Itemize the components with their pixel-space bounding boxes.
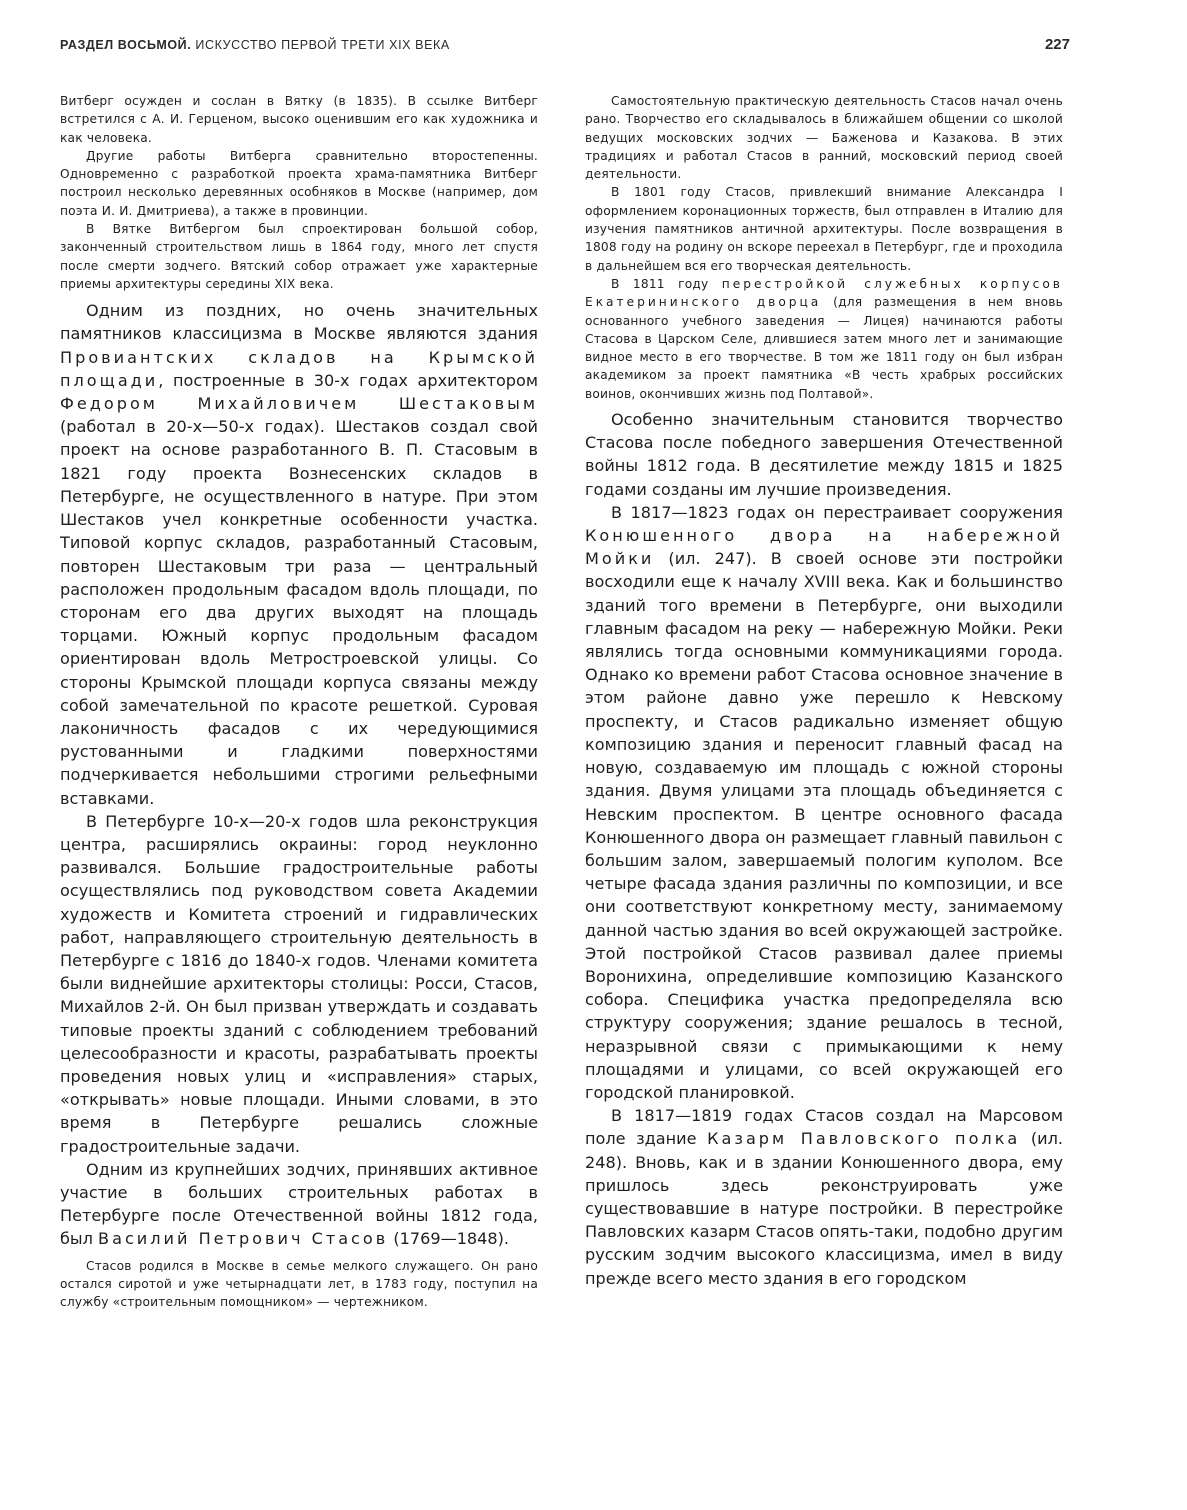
spaced-emphasis: Конюшенного двора на набережной Мойки: [585, 526, 1063, 569]
text-run: (ил. 247). В своей основе эти постройки восходили еще к началу XVIII века. Как и большинство зданий того времени в Петербурге, они выходили главным фасадом на реку — набережную Мойки. Реки являлись тогда основными коммуникациями города. Однако ко времени работ Стасова основное значение в этом районе давно уже перешло к Невскому проспекту, и Стасов радикально изменяет общую композицию здания и переносит главный фасад на новую, создаваемую им площадь с южной стороны здания. Двумя улицами эта площадь объединяется с Невским проспектом. В центре основного фасада Конюшенного двора он размещает главный павильон с большим залом, завершаемый пологим куполом. Все четыре фасада здания различны по композиции, и все они соответствуют конкретному месту, занимаемому данной частью здания во всей окружающей застройке. Этой постройкой Стасов развивал далее приемы Воронихина, определившие композицию Казанского собора. Специфика участка предопределяла всю структуру сооружения; здание решалось в тесной, неразрывной связи с примыкающими к нему площадями и улицами, со всей окружающей его городской планировкой.: [585, 549, 1063, 1102]
paragraph-small: В Вятке Витбергом был спроектирован большой собор, законченный строительством лишь в 1864 году, много лет спустя после смерти зодчего. Вятский собор отражает уже характерные приемы архитектуры середины XIX века.: [60, 222, 538, 291]
spaced-emphasis: Казарм Павловского полка: [707, 1129, 1021, 1149]
spaced-emphasis: Провиантских складов на Крымской площади: [60, 347, 538, 390]
text-run: В 1817—1819 годах Стасов создал на Марсовом поле здание: [585, 1106, 1063, 1149]
paragraph-small: Другие работы Витберга сравнительно второстепенны. Одновременно с разработкой проекта храма-памятника Витберг построил несколько деревянных особняков в Москве (например, дом поэта И. И. Дмитриева), а также в провинции.: [60, 148, 538, 218]
paragraph: В Петербурге 10-х—20-х годов шла реконструкция центра, расширялись окраины: город неуклонно развивался. Большие градостроительные работы осуществлялись под руководством совета Академии художеств и Комитета строений и гидравлических работ, направляющего строительную деятельность в Петербурге с 1816 до 1840-х годов. Членами комитета были виднейшие архитекторы столицы: Росси, Стасов, Михайлов 2-й. Он был призван утверждать и создавать типовые проекты зданий с соблюдением требований целесообразности и красоты, разрабатывать проекты проведения новых улиц и «исправления» старых, «открывать» новые площади. Иными словами, в это время в Петербурге решались сложные градостроительные задачи.: [60, 811, 538, 1156]
paragraph-small: [585, 275, 1063, 403]
text-run: (работал в 20-х—50-х годах). Шестаков создал свой проект на основе разработанного В. П. Стасовым в 1821 году проекта Вознесенских складов в Петербурге, не осуществленного в натуре. При этом Шестаков учел конкретные особенности участка. Типовой корпус складов, разработанный Стасовым, повторен Шестаковым три раза — центральный расположен продольным фасадом вдоль площади, по сторонам его два других выходят на площадь торцами. Южный корпус продольным фасадом ориентирован вдоль Метростроевской улицы. Со стороны Крымской площади корпуса связаны между собой замечательной по красоте решеткой. Суровая лаконичность фасадов с их чередующимися рустованными и гладкими поверхностями подчеркивается небольшими строгими рельефными вставками.: [60, 417, 538, 808]
text-run: , построенные в 30-х годах архитектором: [158, 370, 538, 390]
text-run: (1769—1848).: [388, 1229, 510, 1249]
paragraph: Особенно значительным становится творчество Стасова после победного завершения Отечественной войны 1812 года. В десятилетие между 1815 и 1825 годами созданы им лучшие произведения.: [585, 410, 1063, 499]
paragraph: [60, 1158, 538, 1251]
spaced-emphasis: Федором Михайловичем Шестаковым: [60, 394, 538, 414]
paragraph-small: Стасов родился в Москве в семье мелкого служащего. Он рано остался сиротой и уже четырнадцати лет, в 1783 году, поступил на службу «строительным помощником» — чертежником.: [60, 1258, 538, 1310]
page-number: 227: [1044, 36, 1070, 53]
running-header: [60, 36, 1070, 58]
paragraph-small: В 1801 году Стасов, привлекший внимание Александра I оформлением коронационных торжеств, был отправлен в Италию для изучения памятников античной архитектуры. После возвращения в 1808 году на родину он вскоре переехал в Петербург, где и проходила в дальнейшем вся его творческая деятельность.: [585, 185, 1063, 273]
section-title: [60, 38, 450, 52]
paragraph-small: Витберг осужден и сослан в Вятку (в 1835). В ссылке Витберг встретился с А. И. Герценом, высоко оценившим его как художника и как человека.: [60, 94, 538, 145]
paragraph-small: Самостоятельную практическую деятельность Стасов начал очень рано. Творчество его складывалось в ближайшем общении со школой ведущих московских зодчих — Баженова и Казакова. В этих традициях и работал Стасов в ранний, московский период своей деятельности.: [585, 94, 1063, 182]
text-run: В 1811 году: [611, 276, 722, 291]
text-run: (для размещения в нем вновь основанного учебного заведения — Лицея) начинаются работы Стасова в Царском Селе, длившиеся затем много лет и занимающие видное место в его творчестве. В том же 1811 году он был избран академиком за проект памятника «В честь храбрых российских воинов, окончивших жизнь под Полтавой».: [585, 295, 1063, 401]
text-run: Одним из крупнейших зодчих, принявших активное участие в больших строительных работах в Петербурге после Отечественной войны 1812 года, был: [60, 1159, 538, 1249]
section-number: РАЗДЕЛ ВОСЬМОЙ.: [60, 38, 192, 52]
text-run: Одним из поздних, но очень значительных памятников классицизма в Москве являются здания: [60, 301, 538, 344]
text-run: В 1817—1823 годах он перестраивает сооружения: [611, 502, 1063, 522]
paragraph: [60, 299, 538, 809]
paragraph: [585, 1104, 1063, 1290]
paragraph: [585, 501, 1063, 1104]
spaced-emphasis: Василий Петрович Стасов: [98, 1229, 389, 1249]
left-column: [60, 92, 538, 1311]
spaced-emphasis: перестройкой служебных корпусов Екатерининского дворца: [585, 276, 1063, 310]
right-column: [585, 92, 1063, 1290]
section-name: ИСКУССТВО ПЕРВОЙ ТРЕТИ XIX ВЕКА: [191, 38, 450, 52]
text-run: (ил. 248). Вновь, как и в здании Конюшенного двора, ему пришлось здесь реконструировать уже существовавшие в натуре постройки. В перестройке Павловских казарм Стасов опять-таки, подобно другим русским зодчим высокого классицизма, имел в виду прежде всего место здания в его городском: [585, 1129, 1063, 1288]
